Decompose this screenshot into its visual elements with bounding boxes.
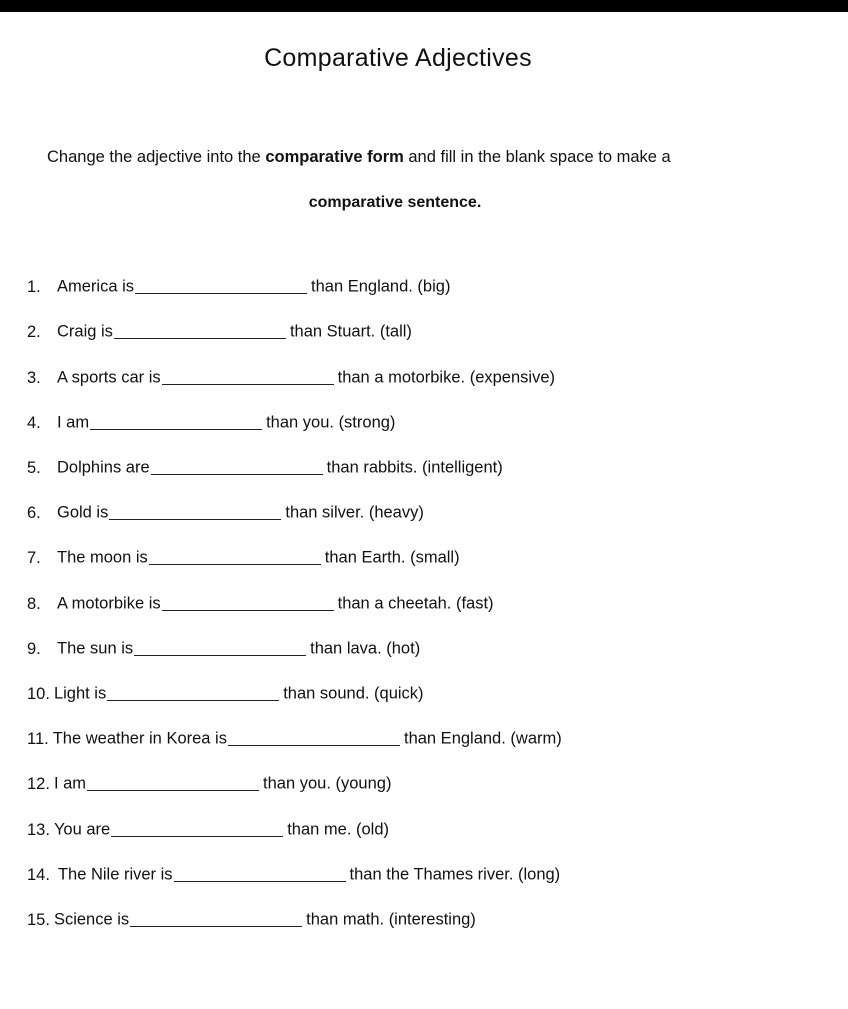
page-title: Comparative Adjectives xyxy=(264,44,532,72)
question-number: 13. xyxy=(27,820,50,839)
question-11 xyxy=(27,728,562,749)
question-before: Light is xyxy=(53,684,107,703)
instructions-text-2: and fill in the blank space to make a xyxy=(403,148,671,166)
question-10 xyxy=(27,683,424,704)
answer-blank[interactable] xyxy=(149,547,321,565)
question-13 xyxy=(27,819,389,840)
question-before: Science is xyxy=(53,910,130,929)
question-number: 15. xyxy=(27,910,50,929)
answer-blank[interactable] xyxy=(174,864,346,882)
question-before: I am xyxy=(57,413,90,432)
question-number: 12. xyxy=(27,774,50,793)
question-after: than sound. (quick) xyxy=(283,684,424,703)
answer-blank[interactable] xyxy=(162,593,334,611)
question-number: 11. xyxy=(27,729,49,748)
answer-blank[interactable] xyxy=(135,276,307,294)
question-5 xyxy=(27,457,503,478)
question-8 xyxy=(27,593,494,614)
question-number: 6. xyxy=(27,503,41,522)
question-before: A sports car is xyxy=(57,368,161,387)
question-number: 1. xyxy=(27,277,41,296)
question-before: Dolphins are xyxy=(57,458,150,477)
answer-blank[interactable] xyxy=(114,321,286,339)
question-number: 3. xyxy=(27,368,41,387)
instructions-bold: comparative form xyxy=(265,148,404,166)
question-after: than rabbits. (intelligent) xyxy=(326,458,503,477)
answer-blank[interactable] xyxy=(109,502,281,520)
question-number: 7. xyxy=(27,548,41,567)
question-4 xyxy=(27,412,395,433)
question-number: 5. xyxy=(27,458,41,477)
question-12 xyxy=(27,773,391,794)
answer-blank[interactable] xyxy=(228,728,400,746)
instructions-line-2: comparative sentence. xyxy=(308,194,482,211)
question-number: 8. xyxy=(27,594,41,613)
question-after: than math. (interesting) xyxy=(306,910,476,929)
answer-blank[interactable] xyxy=(87,773,259,791)
question-after: than me. (old) xyxy=(287,820,390,839)
question-number: 2. xyxy=(27,322,41,341)
question-before: The sun is xyxy=(57,639,134,658)
question-before: Gold is xyxy=(57,503,109,522)
question-2 xyxy=(27,321,412,342)
question-after: than England. (big) xyxy=(311,277,451,296)
question-after: than a motorbike. (expensive) xyxy=(337,368,555,387)
question-before: The moon is xyxy=(57,548,148,567)
question-14 xyxy=(27,864,560,885)
question-after: than you. (young) xyxy=(263,774,392,793)
question-15 xyxy=(27,909,476,930)
instructions-line-1 xyxy=(47,148,671,167)
question-before: America is xyxy=(57,277,135,296)
top-bar xyxy=(0,0,848,12)
question-after: than silver. (heavy) xyxy=(285,503,424,522)
question-after: than you. (strong) xyxy=(266,413,396,432)
question-number: 10. xyxy=(27,684,50,703)
question-1 xyxy=(27,276,450,297)
question-after: than the Thames river. (long) xyxy=(349,865,561,884)
answer-blank[interactable] xyxy=(90,412,262,430)
answer-blank[interactable] xyxy=(134,638,306,656)
answer-blank[interactable] xyxy=(107,683,279,701)
question-number: 9. xyxy=(27,639,41,658)
question-number: 14. xyxy=(27,865,50,884)
question-9 xyxy=(27,638,420,659)
instructions-text-1: Change the adjective into the xyxy=(47,148,266,166)
question-before: Craig is xyxy=(57,322,113,341)
question-before: The weather in Korea is xyxy=(52,729,227,748)
question-7 xyxy=(27,547,460,568)
answer-blank[interactable] xyxy=(130,909,302,927)
question-after: than lava. (hot) xyxy=(310,639,421,658)
question-after: than England. (warm) xyxy=(403,729,562,748)
answer-blank[interactable] xyxy=(111,819,283,837)
question-before: I am xyxy=(53,774,87,793)
question-after: than a cheetah. (fast) xyxy=(337,594,494,613)
question-before: A motorbike is xyxy=(57,594,161,613)
question-before: The Nile river is xyxy=(57,865,173,884)
question-number: 4. xyxy=(27,413,41,432)
answer-blank[interactable] xyxy=(162,367,334,385)
answer-blank[interactable] xyxy=(151,457,323,475)
question-after: than Stuart. (tall) xyxy=(289,322,412,341)
question-3 xyxy=(27,367,555,388)
question-before: You are xyxy=(53,820,111,839)
question-after: than Earth. (small) xyxy=(324,548,460,567)
question-6 xyxy=(27,502,424,523)
